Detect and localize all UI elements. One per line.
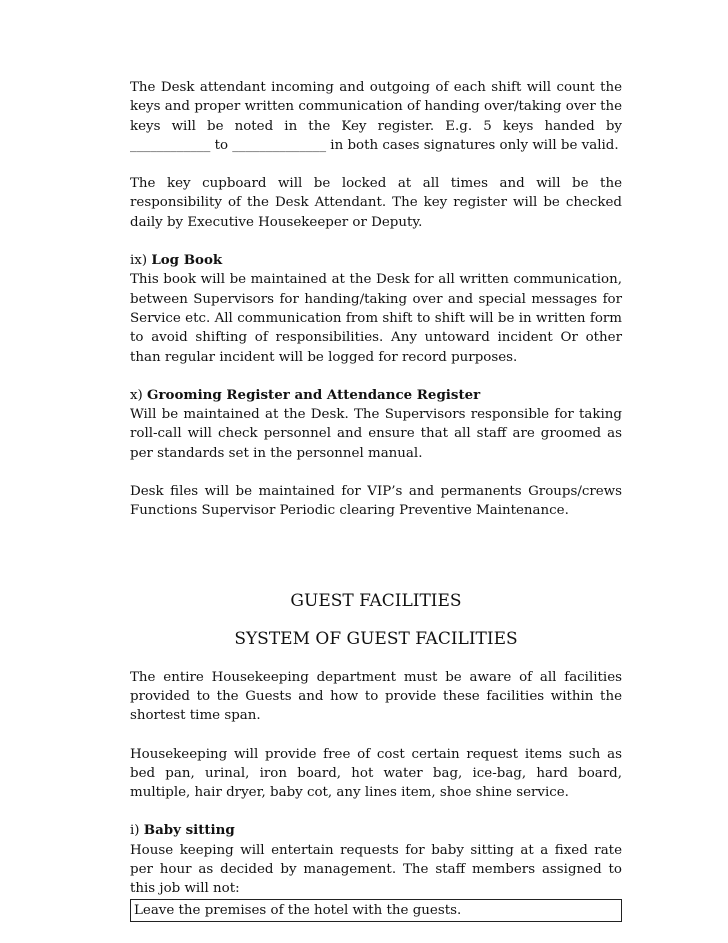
desk-files-paragraph: Desk files will be maintained for VIP’s and permanents Groups/crews Functions Supervisor Periodic clearing Preventive Maintenance. (130, 484, 622, 519)
baby-sitting-title: Baby sitting (143, 822, 235, 839)
free-items-paragraph: Housekeeping will provide free of cost certain request items such as bed pan, urinal, iron board, hot water bag, ice-bag, hard board, multiple, hair dryer, baby cot, any lines item, shoe shine service. (130, 746, 622, 801)
key-cupboard-paragraph: The key cupboard will be locked at all times and will be the responsibility of the Desk Attendant. The key register will be checked daily by Executive Housekeeper or Deputy. (130, 176, 622, 230)
grooming-title: Grooming Register and Attendance Register (147, 386, 481, 403)
log-book-title: Log Book (151, 252, 223, 269)
baby-sitting-restriction-box: Leave the premises of the hotel with the guests. (130, 899, 622, 922)
baby-sitting-body: House keeping will entertain requests for baby sitting at a fixed rate per hour as decided by management. The staff members assigned to this job will not: (130, 842, 622, 897)
baby-sitting-heading (130, 821, 622, 840)
document-page (130, 78, 622, 922)
baby-sitting-section (130, 821, 622, 898)
section-spacer (130, 540, 622, 576)
guest-facilities-heading: GUEST FACILITIES (290, 590, 462, 611)
grooming-section (130, 386, 622, 463)
log-book-section (130, 251, 622, 367)
log-book-number: ix) (130, 253, 152, 269)
system-of-guest-facilities-heading: SYSTEM OF GUEST FACILITIES (234, 628, 518, 649)
baby-sitting-number: i) (130, 823, 144, 839)
log-book-body: This book will be maintained at the Desk for all written communication, between Supervisors for handing/taking over and special messages for Service etc. All communication from shift to shift will be in written form to avoid shifting of responsibilities. Any untoward incident Or other than regular incident will be logged for record purposes. (130, 272, 622, 365)
key-count-paragraph: The Desk attendant incoming and outgoing of each shift will count the keys and proper written communication of handing over/taking over the keys will be noted in the Key register. E.g. 5 keys handed by ____________ to ______________ in both cases signatures only will be valid. (130, 80, 622, 153)
grooming-heading (130, 386, 622, 405)
grooming-number: x) (130, 387, 148, 403)
facilities-awareness-paragraph: The entire Housekeeping department must be aware of all facilities provided to the Guests and how to provide these facilities within the shortest time span. (130, 669, 622, 724)
grooming-body: Will be maintained at the Desk. The Supervisors responsible for taking roll-call will check personnel and ensure that all staff are groomed as per standards set in the personnel manual. (130, 407, 622, 461)
log-book-heading (130, 251, 622, 270)
